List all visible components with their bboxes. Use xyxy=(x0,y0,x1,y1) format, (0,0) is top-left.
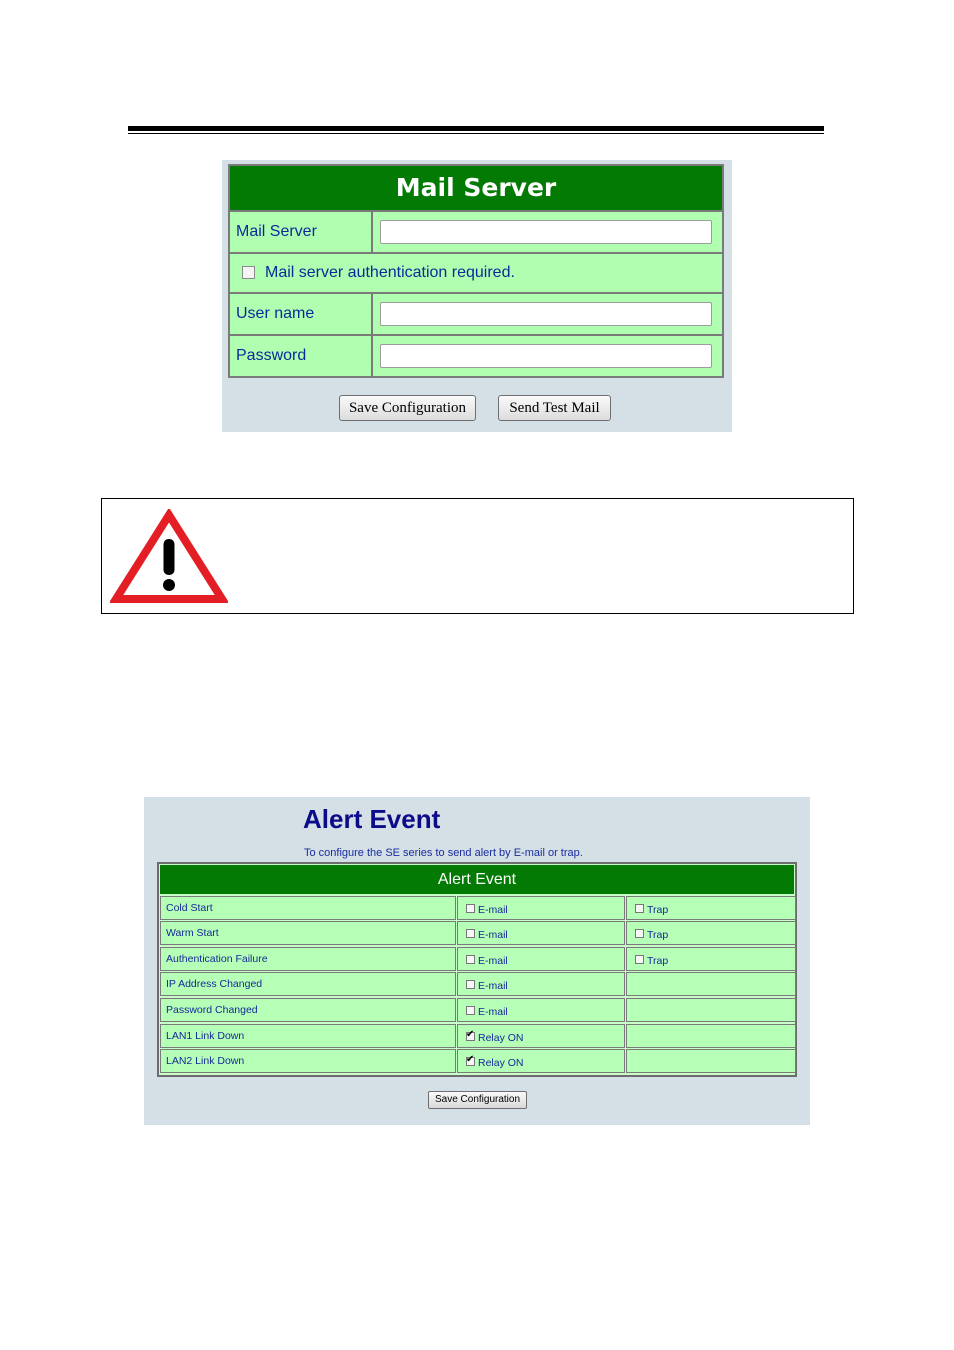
trap-checkbox[interactable] xyxy=(635,955,644,964)
option-label: E-mail xyxy=(478,1006,508,1018)
auth-required-checkbox[interactable] xyxy=(242,266,255,279)
empty-cell xyxy=(626,1049,796,1073)
table-row-label xyxy=(160,896,456,920)
save-configuration-button[interactable]: Save Configuration xyxy=(339,395,476,421)
empty-cell xyxy=(626,998,796,1022)
password-label: Password xyxy=(230,336,373,376)
relay-checkbox[interactable] xyxy=(466,1057,475,1066)
event-name: Warm Start xyxy=(166,927,219,939)
email-checkbox[interactable] xyxy=(466,955,475,964)
alert-event-heading: Alert Event xyxy=(303,804,441,834)
option-label: E-mail xyxy=(478,929,508,941)
email-checkbox[interactable] xyxy=(466,904,475,913)
table-row-label xyxy=(160,972,456,996)
event-option-cell xyxy=(626,896,796,920)
mail-server-row xyxy=(230,210,722,252)
event-option-cell xyxy=(457,1049,625,1073)
event-name: Password Changed xyxy=(166,1004,258,1016)
option-label: E-mail xyxy=(478,904,508,916)
alert-event-subtitle: To configure the SE series to send alert by E-mail or trap. xyxy=(304,847,583,859)
warning-triangle-icon xyxy=(110,509,228,605)
event-option-cell xyxy=(457,1024,625,1048)
option-label: Relay ON xyxy=(478,1032,524,1044)
save-configuration-button[interactable]: Save Configuration xyxy=(428,1091,527,1109)
option-label: E-mail xyxy=(478,980,508,992)
option-label: Trap xyxy=(647,929,669,941)
mail-server-title: Mail Server xyxy=(230,166,722,210)
relay-checkbox[interactable] xyxy=(466,1032,475,1041)
alert-event-table xyxy=(157,862,797,1077)
mail-server-label: Mail Server xyxy=(230,212,373,252)
event-option-cell xyxy=(626,947,796,971)
warning-box xyxy=(101,498,854,614)
option-label: E-mail xyxy=(478,955,508,967)
event-name: LAN1 Link Down xyxy=(166,1030,245,1042)
event-option-cell xyxy=(626,921,796,945)
event-name: Authentication Failure xyxy=(166,953,268,965)
event-name: Cold Start xyxy=(166,902,213,914)
empty-cell xyxy=(626,972,796,996)
trap-checkbox[interactable] xyxy=(635,929,644,938)
table-row-label xyxy=(160,921,456,945)
email-checkbox[interactable] xyxy=(466,929,475,938)
event-option-cell xyxy=(457,972,625,996)
user-name-input[interactable] xyxy=(380,302,712,326)
send-test-mail-button[interactable]: Send Test Mail xyxy=(498,395,611,421)
auth-required-row xyxy=(230,252,722,292)
password-input[interactable] xyxy=(380,344,712,368)
table-row-label xyxy=(160,1024,456,1048)
auth-required-label: Mail server authentication required. xyxy=(265,264,515,281)
mail-server-input[interactable] xyxy=(380,220,712,244)
page-rule-thin xyxy=(128,133,824,134)
mail-server-table xyxy=(228,164,724,378)
alert-event-panel xyxy=(144,797,810,1125)
email-checkbox[interactable] xyxy=(466,1006,475,1015)
event-option-cell xyxy=(457,947,625,971)
option-label: Trap xyxy=(647,955,669,967)
event-option-cell xyxy=(457,896,625,920)
option-label: Trap xyxy=(647,904,669,916)
alert-event-table-title: Alert Event xyxy=(160,865,794,894)
table-row-label xyxy=(160,998,456,1022)
trap-checkbox[interactable] xyxy=(635,904,644,913)
email-checkbox[interactable] xyxy=(466,980,475,989)
password-row xyxy=(230,334,722,376)
user-name-label: User name xyxy=(230,294,373,334)
event-name: LAN2 Link Down xyxy=(166,1055,245,1067)
event-option-cell xyxy=(457,998,625,1022)
empty-cell xyxy=(626,1024,796,1048)
user-name-row xyxy=(230,292,722,334)
event-option-cell xyxy=(457,921,625,945)
mail-server-panel xyxy=(222,160,732,432)
page-rule xyxy=(128,126,824,131)
event-name: IP Address Changed xyxy=(166,978,263,990)
table-row-label xyxy=(160,1049,456,1073)
option-label: Relay ON xyxy=(478,1057,524,1069)
table-row-label xyxy=(160,947,456,971)
